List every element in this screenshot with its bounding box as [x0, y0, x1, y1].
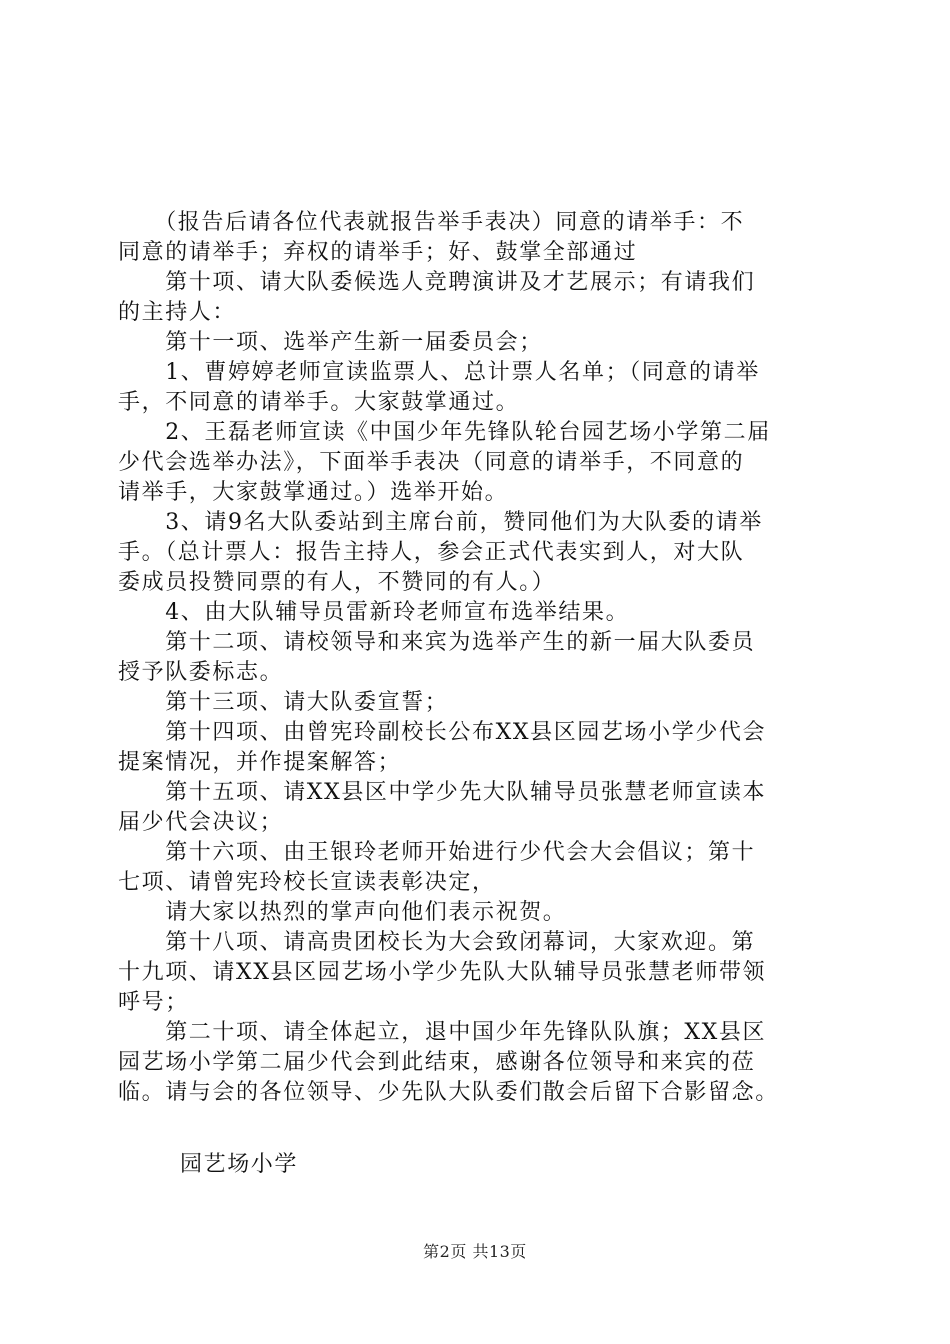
body-line: 园艺场小学第二届少代会到此结束，感谢各位领导和来宾的莅: [118, 1050, 756, 1075]
body-line: 届少代会决议；: [118, 810, 284, 835]
body-line: （报告后请各位代表就报告举手表决）同意的请举手：不: [118, 210, 745, 235]
body-line: 七项、请曾宪玲校长宣读表彰决定，: [118, 870, 496, 895]
body-line: 第十二项、请校领导和来宾为选举产生的新一届大队委员: [118, 630, 756, 655]
body-line: 第二十项、请全体起立，退中国少年先锋队队旗；XX县区: [118, 1020, 767, 1045]
body-line: 第十四项、由曾宪玲副校长公布XX县区园艺场小学少代会: [118, 720, 767, 745]
body-line: 第十五项、请XX县区中学少先大队辅导员张慧老师宣读本: [118, 780, 767, 805]
body-line: 同意的请举手；弃权的请举手；好、鼓掌全部通过: [118, 240, 638, 265]
body-line: 手，不同意的请举手。大家鼓掌通过。: [118, 390, 520, 415]
body-line: 手。（总计票人：报告主持人，参会正式代表实到人，对大队: [118, 540, 745, 565]
body-line: 第十八项、请高贵团校长为大会致闭幕词，大家欢迎。第: [118, 930, 756, 955]
document-body: [118, 208, 834, 1108]
body-line: 十九项、请XX县区园艺场小学少先队大队辅导员张慧老师带领: [118, 960, 767, 985]
body-line: 委成员投赞同票的有人，不赞同的有人。）: [118, 570, 556, 595]
body-line: 2、王磊老师宣读《中国少年先锋队轮台园艺场小学第二届: [118, 420, 771, 445]
body-line: 4、由大队辅导员雷新玲老师宣布选举结果。: [118, 600, 630, 625]
signature-line: 园艺场小学: [180, 1152, 299, 1177]
body-line: 临。请与会的各位领导、少先队大队委们散会后留下合影留念。: [118, 1080, 779, 1105]
page-number-footer: 第2页 共13页: [423, 1242, 527, 1261]
body-line: 1、曹婷婷老师宣读监票人、总计票人名单；（同意的请举: [118, 360, 760, 385]
body-line: 少代会选举办法》，下面举手表决（同意的请举手，不同意的: [118, 450, 745, 475]
body-line: 请大家以热烈的掌声向他们表示祝贺。: [118, 900, 567, 925]
body-line: 第十项、请大队委候选人竞聘演讲及才艺展示；有请我们: [118, 270, 756, 295]
body-line: 提案情况，并作提案解答；: [118, 750, 402, 775]
body-line: 第十六项、由王银玲老师开始进行少代会大会倡议；第十: [118, 840, 756, 865]
body-line: 第十三项、请大队委宣誓；: [118, 690, 449, 715]
body-line: 3、请9名大队委站到主席台前，赞同他们为大队委的请举: [118, 510, 763, 535]
body-line: 呼号；: [118, 990, 189, 1015]
body-line: 授予队委标志。: [118, 660, 284, 685]
body-line: 的主持人：: [118, 300, 237, 325]
body-line: 请举手，大家鼓掌通过。）选举开始。: [118, 480, 509, 505]
body-line: 第十一项、选举产生新一届委员会；: [118, 330, 543, 355]
